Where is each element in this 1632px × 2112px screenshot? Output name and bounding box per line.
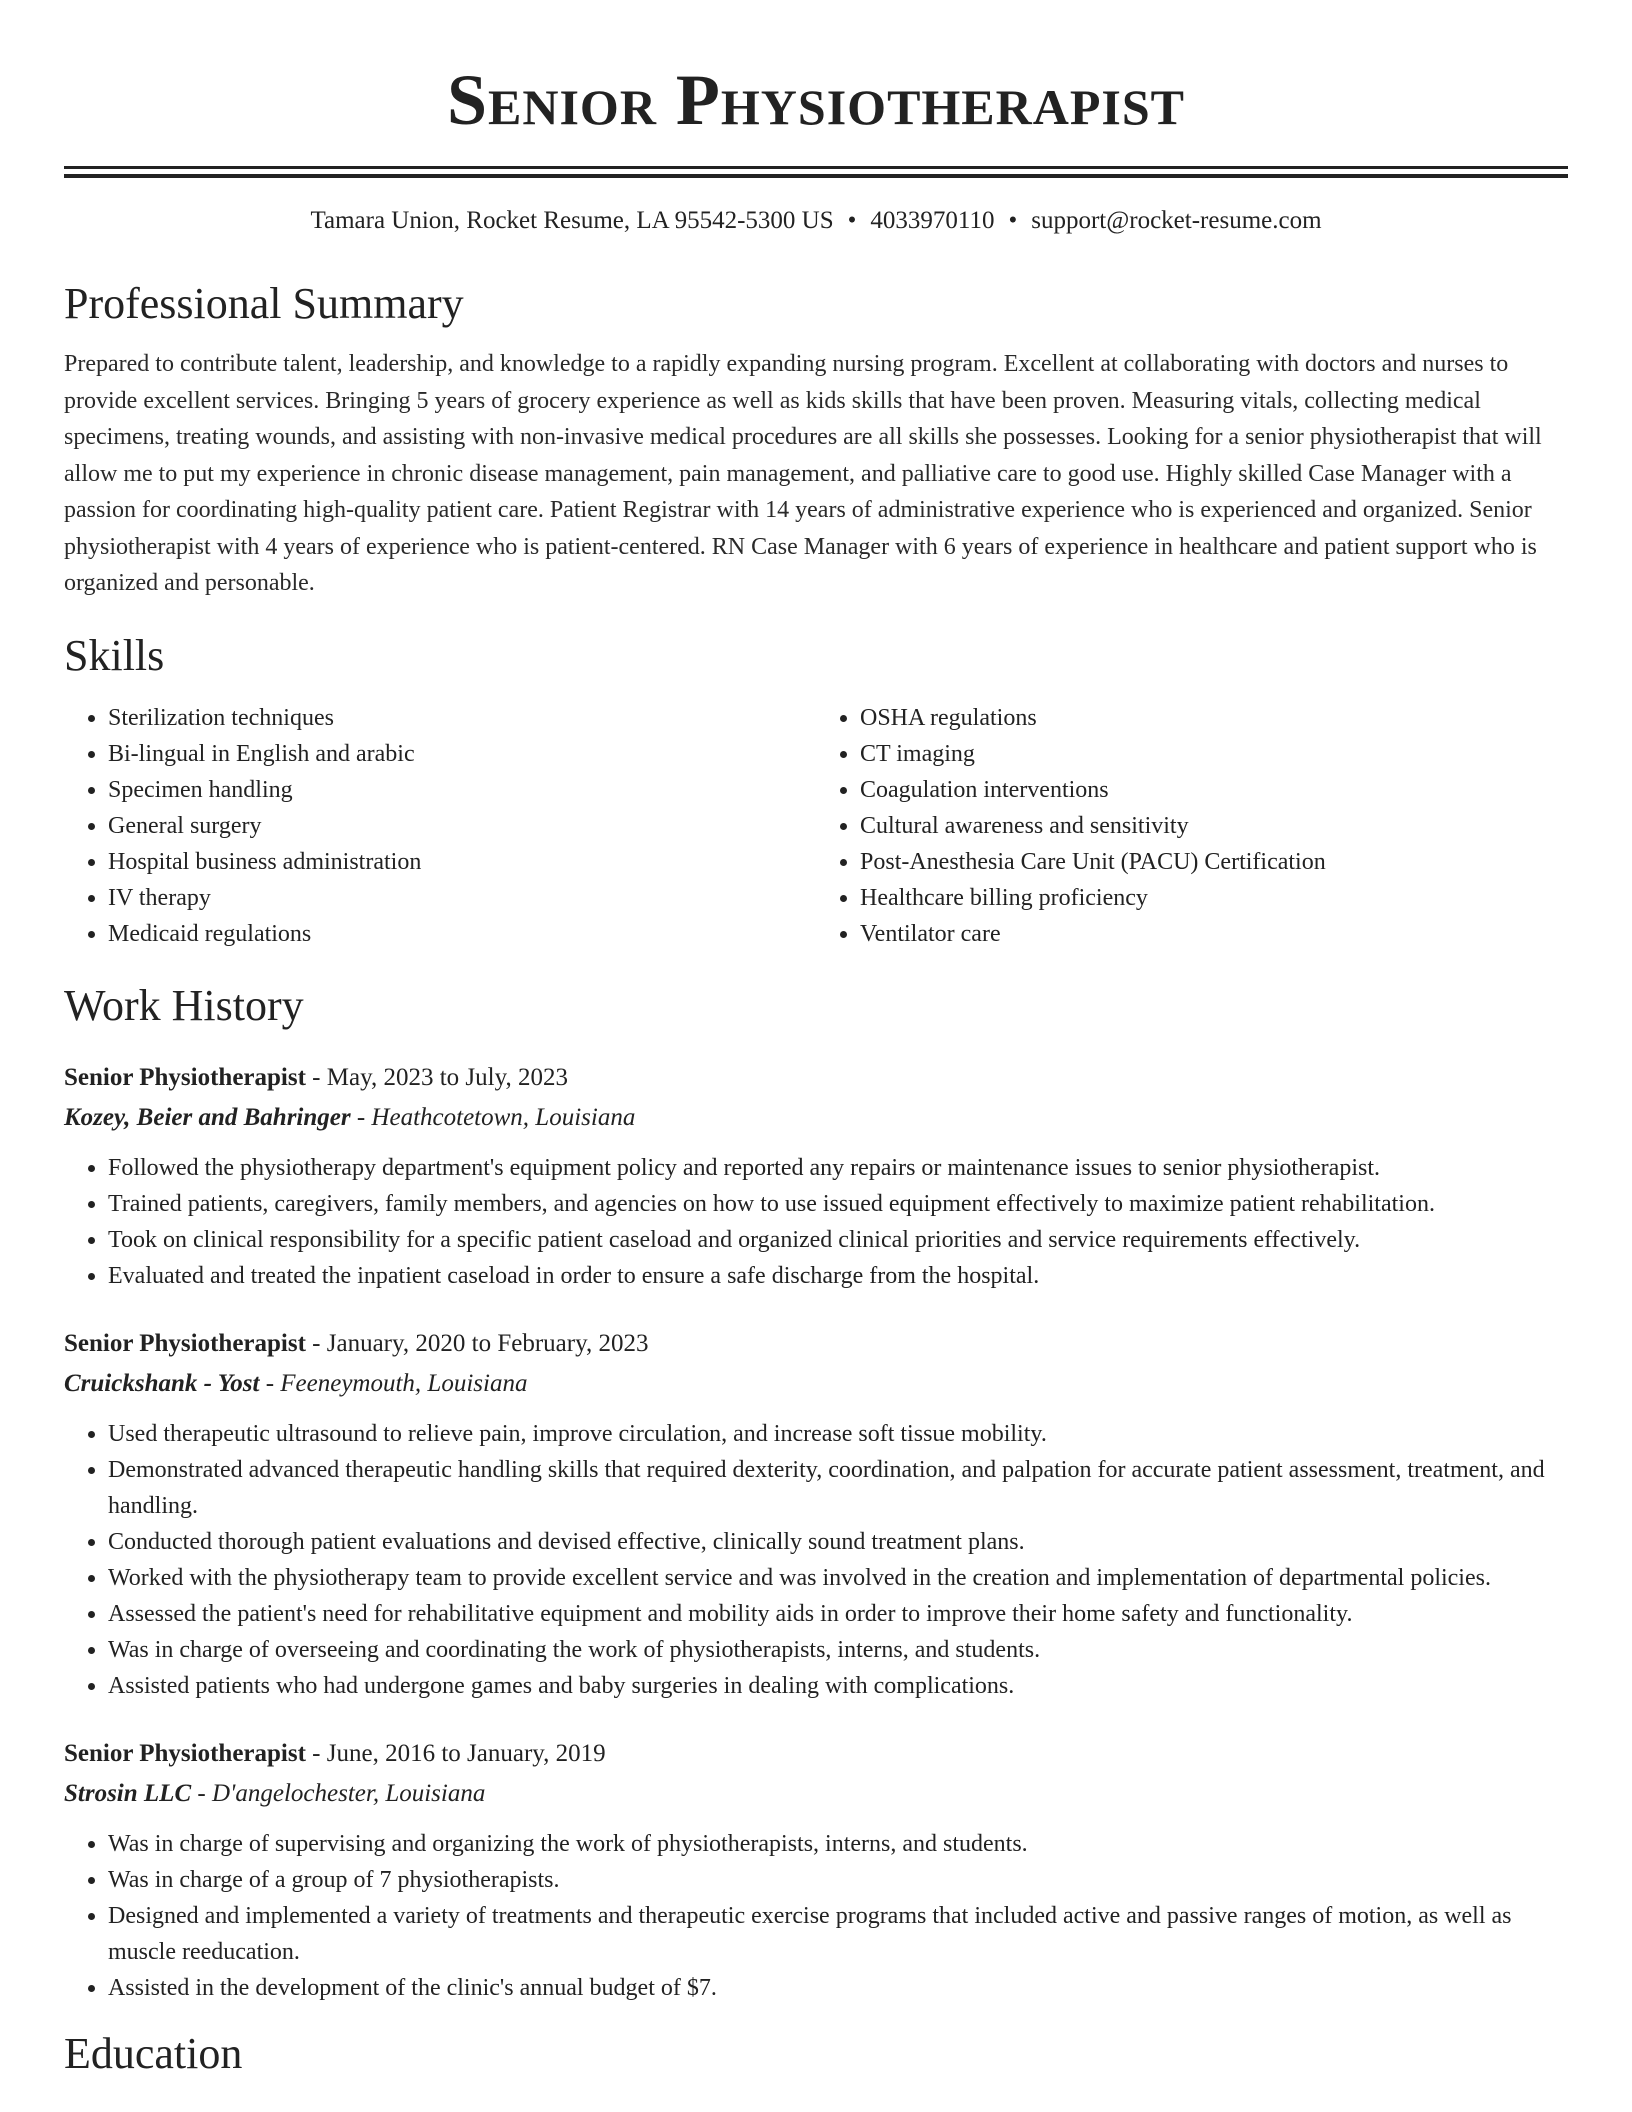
job-bullet: • Was in charge of supervising and organizing the work of physiotherapists, interns, and students. (108, 1826, 1568, 1862)
company-line (64, 1098, 1568, 1138)
work-history-heading: Work History (64, 980, 304, 1030)
summary-heading: Professional Summary (64, 279, 464, 328)
resume-page (64, 0, 1568, 2082)
education-heading: Education (64, 2028, 243, 2078)
job-bullet: • Designed and implemented a variety of treatments and therapeutic exercise programs that included active and passive ranges of motion, as well as muscle reeducation. (108, 1898, 1568, 1970)
job-bullet: • Took on clinical responsibility for a specific patient caseload and organized clinical priorities and service requirements effectively. (108, 1222, 1568, 1258)
job-bullet: • Used therapeutic ultrasound to relieve pain, improve circulation, and increase soft tissue mobility. (108, 1416, 1568, 1452)
job-title-line (64, 1324, 1568, 1364)
skill-item: • Hospital business administration (108, 844, 816, 880)
job-title-line (64, 1734, 1568, 1774)
job-bullets (64, 1826, 1568, 2006)
company-location: - Feeneymouth, Louisiana (259, 1369, 528, 1397)
job-bullets (64, 1416, 1568, 1704)
company-line (64, 1774, 1568, 1814)
job-title-line (64, 1058, 1568, 1098)
job-entry (64, 1734, 1568, 2006)
contact-email: support@rocket-resume.com (1031, 207, 1322, 234)
page-title: Senior Physiotherapist (446, 60, 1186, 140)
company-name: Kozey, Beier and Bahringer (64, 1103, 351, 1131)
job-bullets (64, 1150, 1568, 1294)
company-location: - D'angelochester, Louisiana (191, 1779, 486, 1807)
skills-heading: Skills (64, 630, 165, 680)
job-bullet: • Demonstrated advanced therapeutic handling skills that required dexterity, coordination, and palpation for accurate patient assessment, treatment, and handling. (108, 1452, 1568, 1524)
job-bullet: • Was in charge of overseeing and coordinating the work of physiotherapists, interns, and students. (108, 1632, 1568, 1668)
skill-item: • Bi-lingual in English and arabic (108, 736, 816, 772)
job-dates: - May, 2023 to July, 2023 (305, 1063, 568, 1091)
job-bullet: • Followed the physiotherapy department's equipment policy and reported any repairs or maintenance issues to senior physiotherapist. (108, 1150, 1568, 1186)
skill-item: • Specimen handling (108, 772, 816, 808)
company-name: Strosin LLC (64, 1779, 192, 1807)
skill-item: • Coagulation interventions (860, 772, 1568, 808)
skills-column-left (64, 700, 816, 952)
job-entry (64, 1058, 1568, 1294)
skill-item: • Cultural awareness and sensitivity (860, 808, 1568, 844)
job-dates: - June, 2016 to January, 2019 (305, 1739, 606, 1767)
skills-column-right (816, 700, 1568, 952)
skill-item: • OSHA regulations (860, 700, 1568, 736)
job-bullet: • Trained patients, caregivers, family members, and agencies on how to use issued equipment effectively to maximize patient rehabilitation. (108, 1186, 1568, 1222)
job-title: Senior Physiotherapist (64, 1329, 306, 1357)
job-title: Senior Physiotherapist (64, 1739, 306, 1767)
job-bullet: • Assisted patients who had undergone games and baby surgeries in dealing with complications. (108, 1668, 1568, 1704)
contact-address: Tamara Union, Rocket Resume, LA 95542-5300 US (310, 207, 834, 234)
skills-list (64, 700, 1568, 952)
summary-text: Prepared to contribute talent, leadership, and knowledge to a rapidly expanding nursing program. Excellent at collaborating with doctors and nurses to provide excellent services. Bringing 5 years of grocery experience as well as kids skills that have been proven. Measuring vitals, collecting medical specimens, treating wounds, and assisting with non-invasive medical procedures are all skills she possesses. Looking for a senior physiotherapist that will allow me to put my experience in chronic disease management, pain management, and palliative care to good use. Highly skilled Case Manager with a passion for coordinating high-quality patient care. Patient Registrar with 14 years of administrative experience who is experienced and organized. Senior physiotherapist with 4 years of experience who is patient-centered. RN Case Manager with 6 years of experience in healthcare and patient support who is organized and personable. (64, 351, 1542, 596)
job-bullet: • Assessed the patient's need for rehabilitative equipment and mobility aids in order to improve their home safety and functionality. (108, 1596, 1568, 1632)
job-bullet: • Worked with the physiotherapy team to provide excellent service and was involved in the creation and implementation of departmental policies. (108, 1560, 1568, 1596)
skill-item: • Healthcare billing proficiency (860, 880, 1568, 916)
company-name: Cruickshank - Yost (64, 1369, 260, 1397)
job-bullet: • Conducted thorough patient evaluations and devised effective, clinically sound treatment plans. (108, 1524, 1568, 1560)
job-entry (64, 1324, 1568, 1704)
job-dates: - January, 2020 to February, 2023 (305, 1329, 649, 1357)
job-title: Senior Physiotherapist (64, 1063, 306, 1091)
company-line (64, 1364, 1568, 1404)
contact-separator: • (1008, 207, 1018, 234)
skill-item: • IV therapy (108, 880, 816, 916)
contact-phone: 4033970110 (870, 207, 995, 234)
skill-item: • Medicaid regulations (108, 916, 816, 952)
skill-item: • Ventilator care (860, 916, 1568, 952)
skill-item: • CT imaging (860, 736, 1568, 772)
contact-line (64, 204, 1568, 238)
job-bullet: • Evaluated and treated the inpatient caseload in order to ensure a safe discharge from the hospital. (108, 1258, 1568, 1294)
skill-item: • General surgery (108, 808, 816, 844)
job-bullet: • Assisted in the development of the clinic's annual budget of $7. (108, 1970, 1568, 2006)
job-bullet: • Was in charge of a group of 7 physiotherapists. (108, 1862, 1568, 1898)
contact-separator: • (847, 207, 857, 234)
skill-item: • Sterilization techniques (108, 700, 816, 736)
title-divider (64, 166, 1568, 178)
skill-item: • Post-Anesthesia Care Unit (PACU) Certification (860, 844, 1568, 880)
company-location: - Heathcotetown, Louisiana (350, 1103, 636, 1131)
